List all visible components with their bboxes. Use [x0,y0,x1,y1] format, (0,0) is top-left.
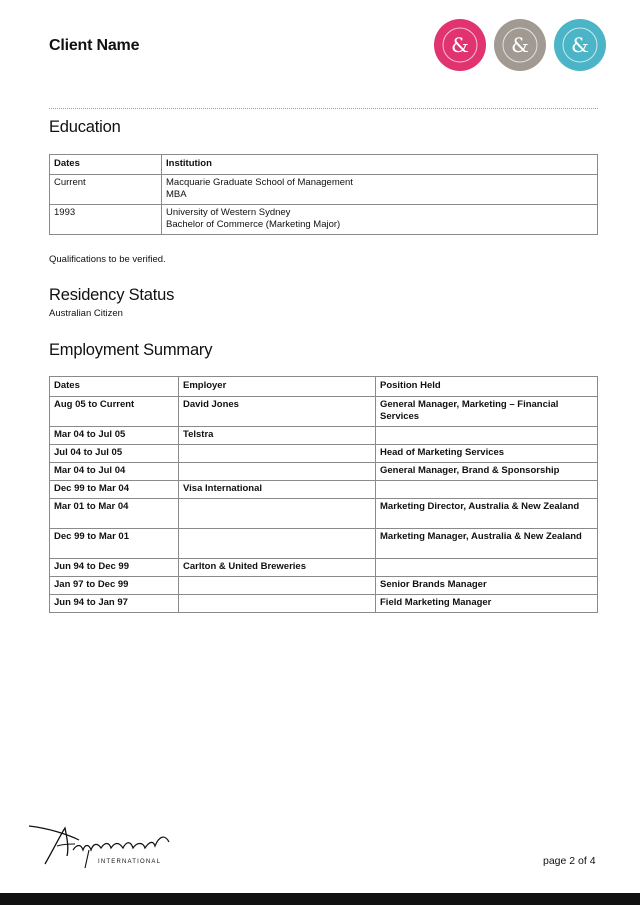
seal-search [492,17,548,73]
residency-value: Australian Citizen [49,308,123,319]
employment-position: General Manager, Marketing – Financial Services [376,397,598,427]
employment-employer: Carlton & United Breweries [179,559,376,577]
institution-name: University of Western Sydney [166,207,291,218]
column-header: Dates [50,155,162,175]
employment-position [376,481,598,499]
ampersand-logo [27,820,177,870]
employment-employer: Visa International [179,481,376,499]
seal-advisory [552,17,608,73]
employment-dates: Mar 01 to Mar 04 [50,499,179,529]
employment-position: Head of Marketing Services [376,445,598,463]
employment-dates: Dec 99 to Mar 01 [50,529,179,559]
table-row [50,499,598,529]
employment-dates: Aug 05 to Current [50,397,179,427]
employment-dates: Mar 04 to Jul 04 [50,463,179,481]
table-header-row [50,155,598,175]
column-header: Position Held [376,377,598,397]
employment-employer: David Jones [179,397,376,427]
page-number: page 2 of 4 [543,855,596,867]
table-header-row [50,377,598,397]
table-row [50,481,598,499]
employment-employer [179,463,376,481]
client-name: Client Name [49,37,140,54]
employment-position: Senior Brands Manager [376,577,598,595]
employment-dates: Jun 94 to Dec 99 [50,559,179,577]
table-row [50,397,598,427]
table-row [50,445,598,463]
svg-text:&: & [451,33,469,57]
table-row [50,427,598,445]
employment-dates: Jul 04 to Jul 05 [50,445,179,463]
column-header: Employer [179,377,376,397]
table-row [50,595,598,613]
employment-dates: Mar 04 to Jul 05 [50,427,179,445]
education-heading: Education [49,118,121,136]
employment-employer [179,577,376,595]
employment-employer [179,529,376,559]
qualification: MBA [166,189,187,200]
table-row [50,559,598,577]
education-dates: Current [50,175,162,205]
employment-employer [179,595,376,613]
employment-dates: Jun 94 to Jan 97 [50,595,179,613]
employment-dates: Dec 99 to Mar 04 [50,481,179,499]
employment-position [376,427,598,445]
header-divider [49,108,598,109]
employment-employer: Telstra [179,427,376,445]
svg-text:&: & [511,33,529,57]
employment-position [376,559,598,577]
employment-position: Marketing Director, Australia & New Zealand [376,499,598,529]
employment-heading: Employment Summary [49,341,213,359]
footer-bar [0,893,640,905]
education-table [49,154,598,235]
employment-dates: Jan 97 to Dec 99 [50,577,179,595]
logo-subtext: INTERNATIONAL [98,859,162,865]
employment-position: General Manager, Brand & Sponsorship [376,463,598,481]
seal-executive [432,17,488,73]
employment-table [49,376,598,613]
svg-text:&: & [571,33,589,57]
column-header: Institution [162,155,598,175]
table-row [50,577,598,595]
residency-heading: Residency Status [49,286,175,304]
qualification: Bachelor of Commerce (Marketing Major) [166,219,341,230]
institution-name: Macquarie Graduate School of Management [166,177,353,188]
employment-employer [179,499,376,529]
table-row [50,205,598,235]
table-row [50,463,598,481]
employment-position: Field Marketing Manager [376,595,598,613]
table-row [50,529,598,559]
employment-employer [179,445,376,463]
education-dates: 1993 [50,205,162,235]
column-header: Dates [50,377,179,397]
education-institution [162,205,598,235]
education-institution [162,175,598,205]
brand-seals [432,17,608,81]
table-row [50,175,598,205]
qualifications-note: Qualifications to be verified. [49,254,166,265]
employment-position: Marketing Manager, Australia & New Zealand [376,529,598,559]
